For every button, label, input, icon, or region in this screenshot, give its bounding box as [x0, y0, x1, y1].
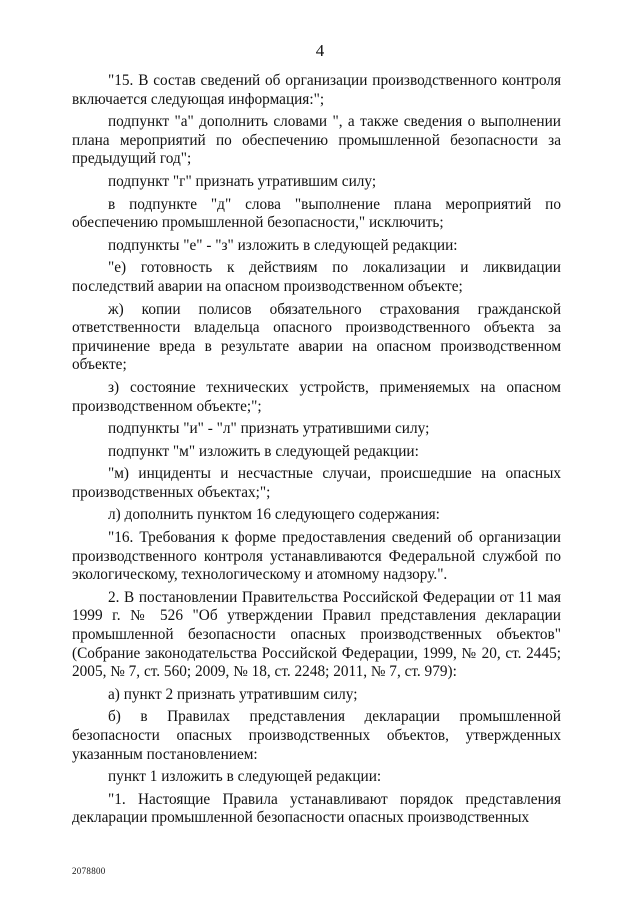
paragraph-item-15-info: "15. В состав сведений об организации производственного контроля включается следующая информация:";: [72, 72, 561, 108]
paragraph-zh-insurance: ж) копии полисов обязательного страхования гражданской ответственности владельца опасного производственного объекта за причинение вреда в результате аварии на опасном производственном объекте;: [72, 300, 561, 374]
page-number: 4: [315, 41, 325, 60]
paragraph-item-1-edit: пункт 1 изложить в следующей редакции:: [108, 768, 382, 786]
paragraph-subitem-m: подпункт "м" изложить в следующей редакции:: [108, 442, 419, 460]
paragraph-item-1-text: "1. Настоящие Правила устанавливают порядок представления декларации промышленной безопасности опасных производственных: [72, 790, 561, 827]
paragraph-e-readiness: "е) готовность к действиям по локализации и ликвидации последствий аварии на опасном производственном объекте;: [72, 259, 561, 295]
paragraph-section-2: 2. В постановлении Правительства Российской Федерации от 11 мая 1999 г. № 526 "Об утверждении Правил представления декларации промышленной безопасности опасных производственных объектов" (Собрание законодательства Российской Федерации, 1999, № 20, ст. 2445; 2005, № 7, ст. 560; 2009, № 18, ст. 2248; 2011, № 7, ст. 979):: [72, 588, 561, 681]
paragraph-subitem-d: в подпункте "д" слова "выполнение плана мероприятий по обеспечению промышленной безопасности," исключить;: [72, 195, 561, 232]
paragraph-l-add-16: л) дополнить пунктом 16 следующего содержания:: [108, 506, 440, 524]
paragraph-subitem-g: подпункт "г" признать утратившим силу;: [108, 172, 377, 190]
document-body: [72, 72, 561, 832]
paragraph-b-rules: б) в Правилах представления декларации промышленной безопасности опасных производственных объектов, утвержденных указанным постановлением:: [72, 708, 561, 763]
paragraph-item-16: "16. Требования к форме предоставления сведений об организации производственного контроля устанавливаются Федеральной службой по экологическому, технологическому и атомному надзору.".: [72, 529, 561, 584]
paragraph-z-devices: з) состояние технических устройств, применяемых на опасном производственном объекте;";: [72, 378, 561, 415]
paragraph-subitems-e-z: подпункты "е" - "з" изложить в следующей редакции:: [108, 236, 458, 254]
paragraph-subitem-a: подпункт "а" дополнить словами ", а также сведения о выполнении плана мероприятий по обеспечению промышленной безопасности за предыдущий год";: [72, 113, 561, 168]
paragraph-a-item-2: а) пункт 2 признать утратившим силу;: [108, 685, 358, 703]
paragraph-subitems-i-l: подпункты "и" - "л" признать утратившими силу;: [108, 420, 430, 438]
document-id: 2078800: [72, 866, 106, 876]
paragraph-m-incidents: "м) инциденты и несчастные случаи, происшедшие на опасных производственных объектах;";: [72, 465, 561, 501]
